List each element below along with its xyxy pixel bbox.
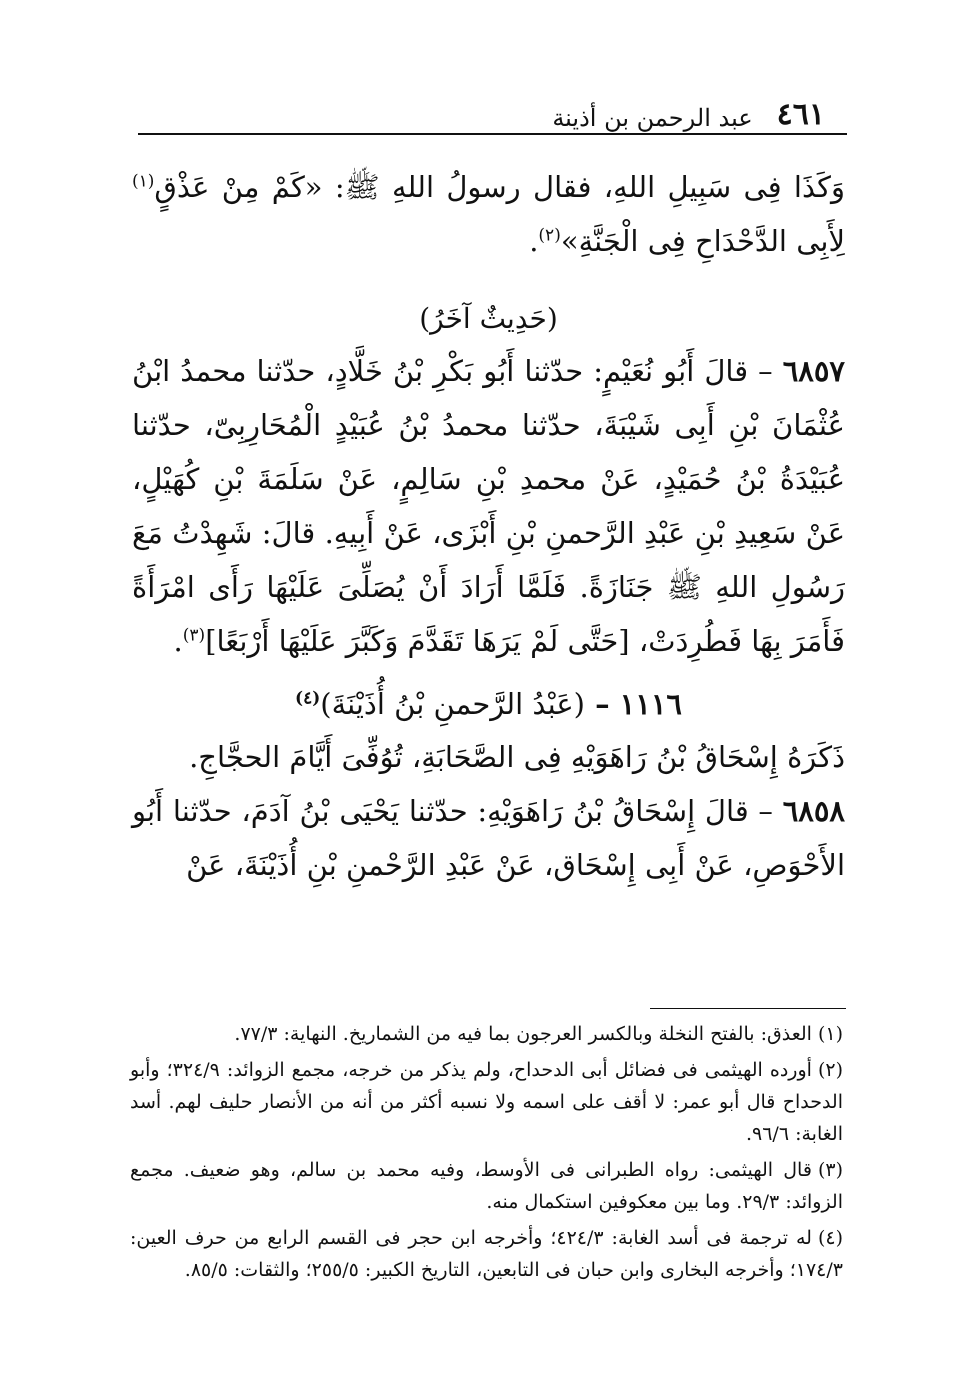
continuation-text-after: . (529, 224, 539, 258)
footnote-2-number: (٢) (817, 1059, 843, 1081)
entry-dash: – (584, 687, 620, 721)
running-head (140, 88, 825, 132)
hadith-number-6857: ٦٨٥٧ (782, 354, 845, 388)
footnote-3-text: قال الهيثمى: رواه الطبرانى فى الأوسط، وفيه محمد بن سالم، وهو ضعيف. مجمع الزوائد: ٢٩/٣. وما بين معكوفين استكمال منه. (130, 1159, 843, 1213)
page-number: ٤٦١ (776, 97, 825, 132)
footnote-ref-3: (٣) (182, 625, 206, 646)
entry-title: (عَبْدُ الرَّحمنِ بْنُ أُذَيْنَةَ) (320, 687, 585, 721)
footnote-4-number: (٤) (817, 1227, 843, 1249)
header-title: عبد الرحمن بن أذينة (552, 104, 753, 132)
body-text (132, 160, 845, 892)
continuation-text-middle: لِأَبِى الدَّحْدَاحِ فِى الْجَنَّةِ» (560, 224, 845, 258)
footnote-1-text: العذق: بالفتح النخلة وبالكسر العرجون بما فيه من الشماريخ. النهاية: ٧٧/٣. (234, 1023, 812, 1045)
hadith-6857-text: – قالَ أَبُو نُعَيْمٍ: حدّثنا أَبُو بَكْرِ بْنُ خَلَّادٍ، حدّثنا محمدُ ابْنُ عُثْمَانَ بْنِ أَبِى شَيْبَةَ، حدّثنا محمدُ بْنُ عُبَيْدٍ الْمُحَارِبِىّ، حدّثنا عُبَيْدَةُ بْنُ حُمَيْدٍ، عَنْ محمدِ بْنِ سَالِمٍ، عَنْ سَلَمَةَ بْنِ كُهَيْلٍ، عَنْ سَعِيدِ بْنِ عَبْدِ الرَّحمنِ بْنِ أَبْزَى، عَنْ أَبِيهِ. قالَ: شَهِدْتُ مَعَ رَسُولِ اللهِ ﷺ جَنَازَةً. فَلَمَّا أَرَادَ أَنْ يُصَلِّىَ عَلَيْهَا رَأَى امْرَأَةً فَأَمَرَ بِهَا فَطُرِدَتْ، [حَتَّى لَمْ يَرَهَا تَقَدَّمَ وَكَبَّرَ عَلَيْهَا أَرْبَعًا] (132, 354, 845, 658)
hadith-6857-end: . (173, 624, 183, 658)
hadith-6858-text: – قالَ إِسْحَاقُ بْنُ رَاهَوَيْهِ: حدّثنا يَحْيَى بْنُ آدَمَ، حدّثنا أَبُو الأَحْوَصِ، عَنْ أَبِى إِسْحَاق، عَنْ عَبْدِ الرَّحْمنِ بْنِ أُذَيْنَةَ، عَنْ (132, 794, 845, 882)
footnote-2 (130, 1054, 843, 1150)
footnote-4 (130, 1222, 843, 1286)
footnote-rule (650, 1008, 846, 1009)
entry-heading-1116 (132, 678, 845, 730)
footnote-3 (130, 1154, 843, 1218)
hadith-number-6858: ٦٨٥٨ (782, 794, 845, 828)
footnote-ref-4: (٤) (295, 688, 321, 709)
footnote-1-number: (١) (817, 1023, 843, 1045)
hadith-6858 (132, 784, 845, 892)
footnote-ref-2: (٢) (538, 225, 561, 246)
footnotes (130, 1018, 843, 1290)
entry-number: ١١١٦ (619, 687, 682, 721)
section-heading: (حَدِيثٌ آخَرُ) (419, 302, 558, 335)
footnote-1 (130, 1018, 843, 1050)
footnote-3-number: (٣) (817, 1159, 843, 1181)
hadith-6857 (132, 344, 845, 668)
continuation-text-before: وَكَذَا فِى سَبِيلِ اللهِ، فقال رسولُ اللهِ ﷺ: «كَمْ مِنْ عَذْقٍ (154, 170, 845, 204)
continuation-paragraph (132, 160, 845, 268)
footnote-ref-1: (١) (132, 171, 155, 192)
footnote-2-text: أورده الهيثمى فى فضائل أبى الدحداح، ولم يذكر من خرجه، مجمع الزوائد: ٣٢٤/٩؛ وأبو الدحداح قال أبو عمر: لا أقف على اسمه ولا نسبه أكثر من أنه من الأنصار حليف لهم. أسد الغابة: ٩٦/٦. (130, 1059, 843, 1145)
entry-intro: ذَكَرَهُ إِسْحَاقُ بْنُ رَاهَوَيْهِ فِى الصَّحَابَةِ، تُوُفِّىَ أَيَّامَ الحجَّاجِ. (189, 740, 845, 774)
footnote-4-text: له ترجمة فى أسد الغابة: ٤٢٤/٣؛ وأخرجه ابن حجر فى القسم الرابع من حرف العين: ١٧٤/٣؛ وأخرجه البخارى وابن حبان فى التابعين، التاريخ الكبير: ٢٥٥/٥؛ والثقات: ٨٥/٥. (130, 1227, 843, 1281)
header-rule (138, 133, 847, 135)
